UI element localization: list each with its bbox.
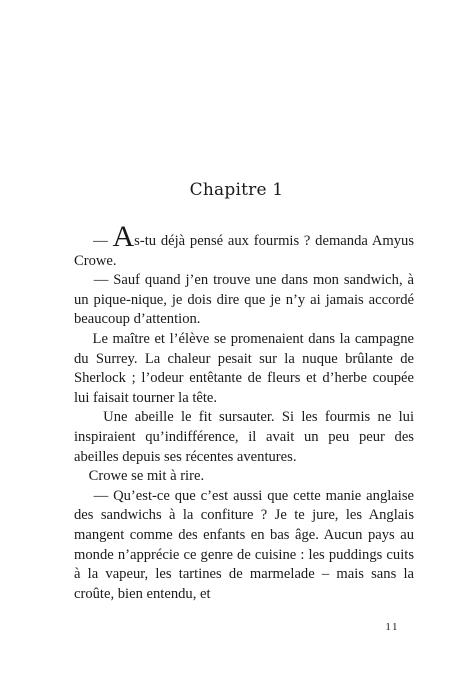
paragraph-4 — [74, 408, 414, 467]
page-number: 11 — [385, 621, 399, 633]
dialogue-dash: — — [93, 233, 113, 249]
paragraph-3 — [74, 330, 414, 408]
paragraph-text: Une abeille le fit sursauter. Si les fourmis ne lui inspiraient qu’indifférence, il avait un peu peur des abeilles depuis ses récentes aventures. — [74, 409, 414, 465]
paragraph-text: Le maître et l’élève se promenaient dans la campagne du Surrey. La chaleur pesait sur la nuque brûlante de Sherlock ; l’odeur entêtante de fleurs et d’herbe coupée lui faisait tourner la tête. — [74, 330, 415, 406]
paragraph-6 — [74, 487, 414, 605]
chapter-title: Chapitre 1 — [189, 180, 284, 200]
paragraph-text: Crowe se mit à rire. — [88, 468, 205, 485]
paragraph-text: — Sauf quand j’en trouve une dans mon sandwich, à un pique-nique, je dois dire que je n’y ai jamais accordé beaucoup d’attention. — [74, 272, 415, 328]
paragraph-2 — [74, 271, 414, 330]
paragraph-text: s-tu déjà pensé aux fourmis ? demanda Amyus Crowe. — [74, 233, 414, 269]
paragraph-5 — [74, 467, 414, 487]
paragraph-1 — [74, 220, 414, 271]
paragraph-text: — Qu’est-ce que c’est aussi que cette manie anglaise des sandwichs à la confiture ? Je te jure, les Anglais mangent comme des enfants en bas âge. Aucun pays au monde n’apprécie ce genre de cuisine : les puddings cuits à la vapeur, les tartines de marmelade – mais sans la croûte, bien entendu, et — [74, 487, 414, 602]
body-text — [74, 220, 415, 604]
drop-cap: A — [112, 220, 135, 253]
